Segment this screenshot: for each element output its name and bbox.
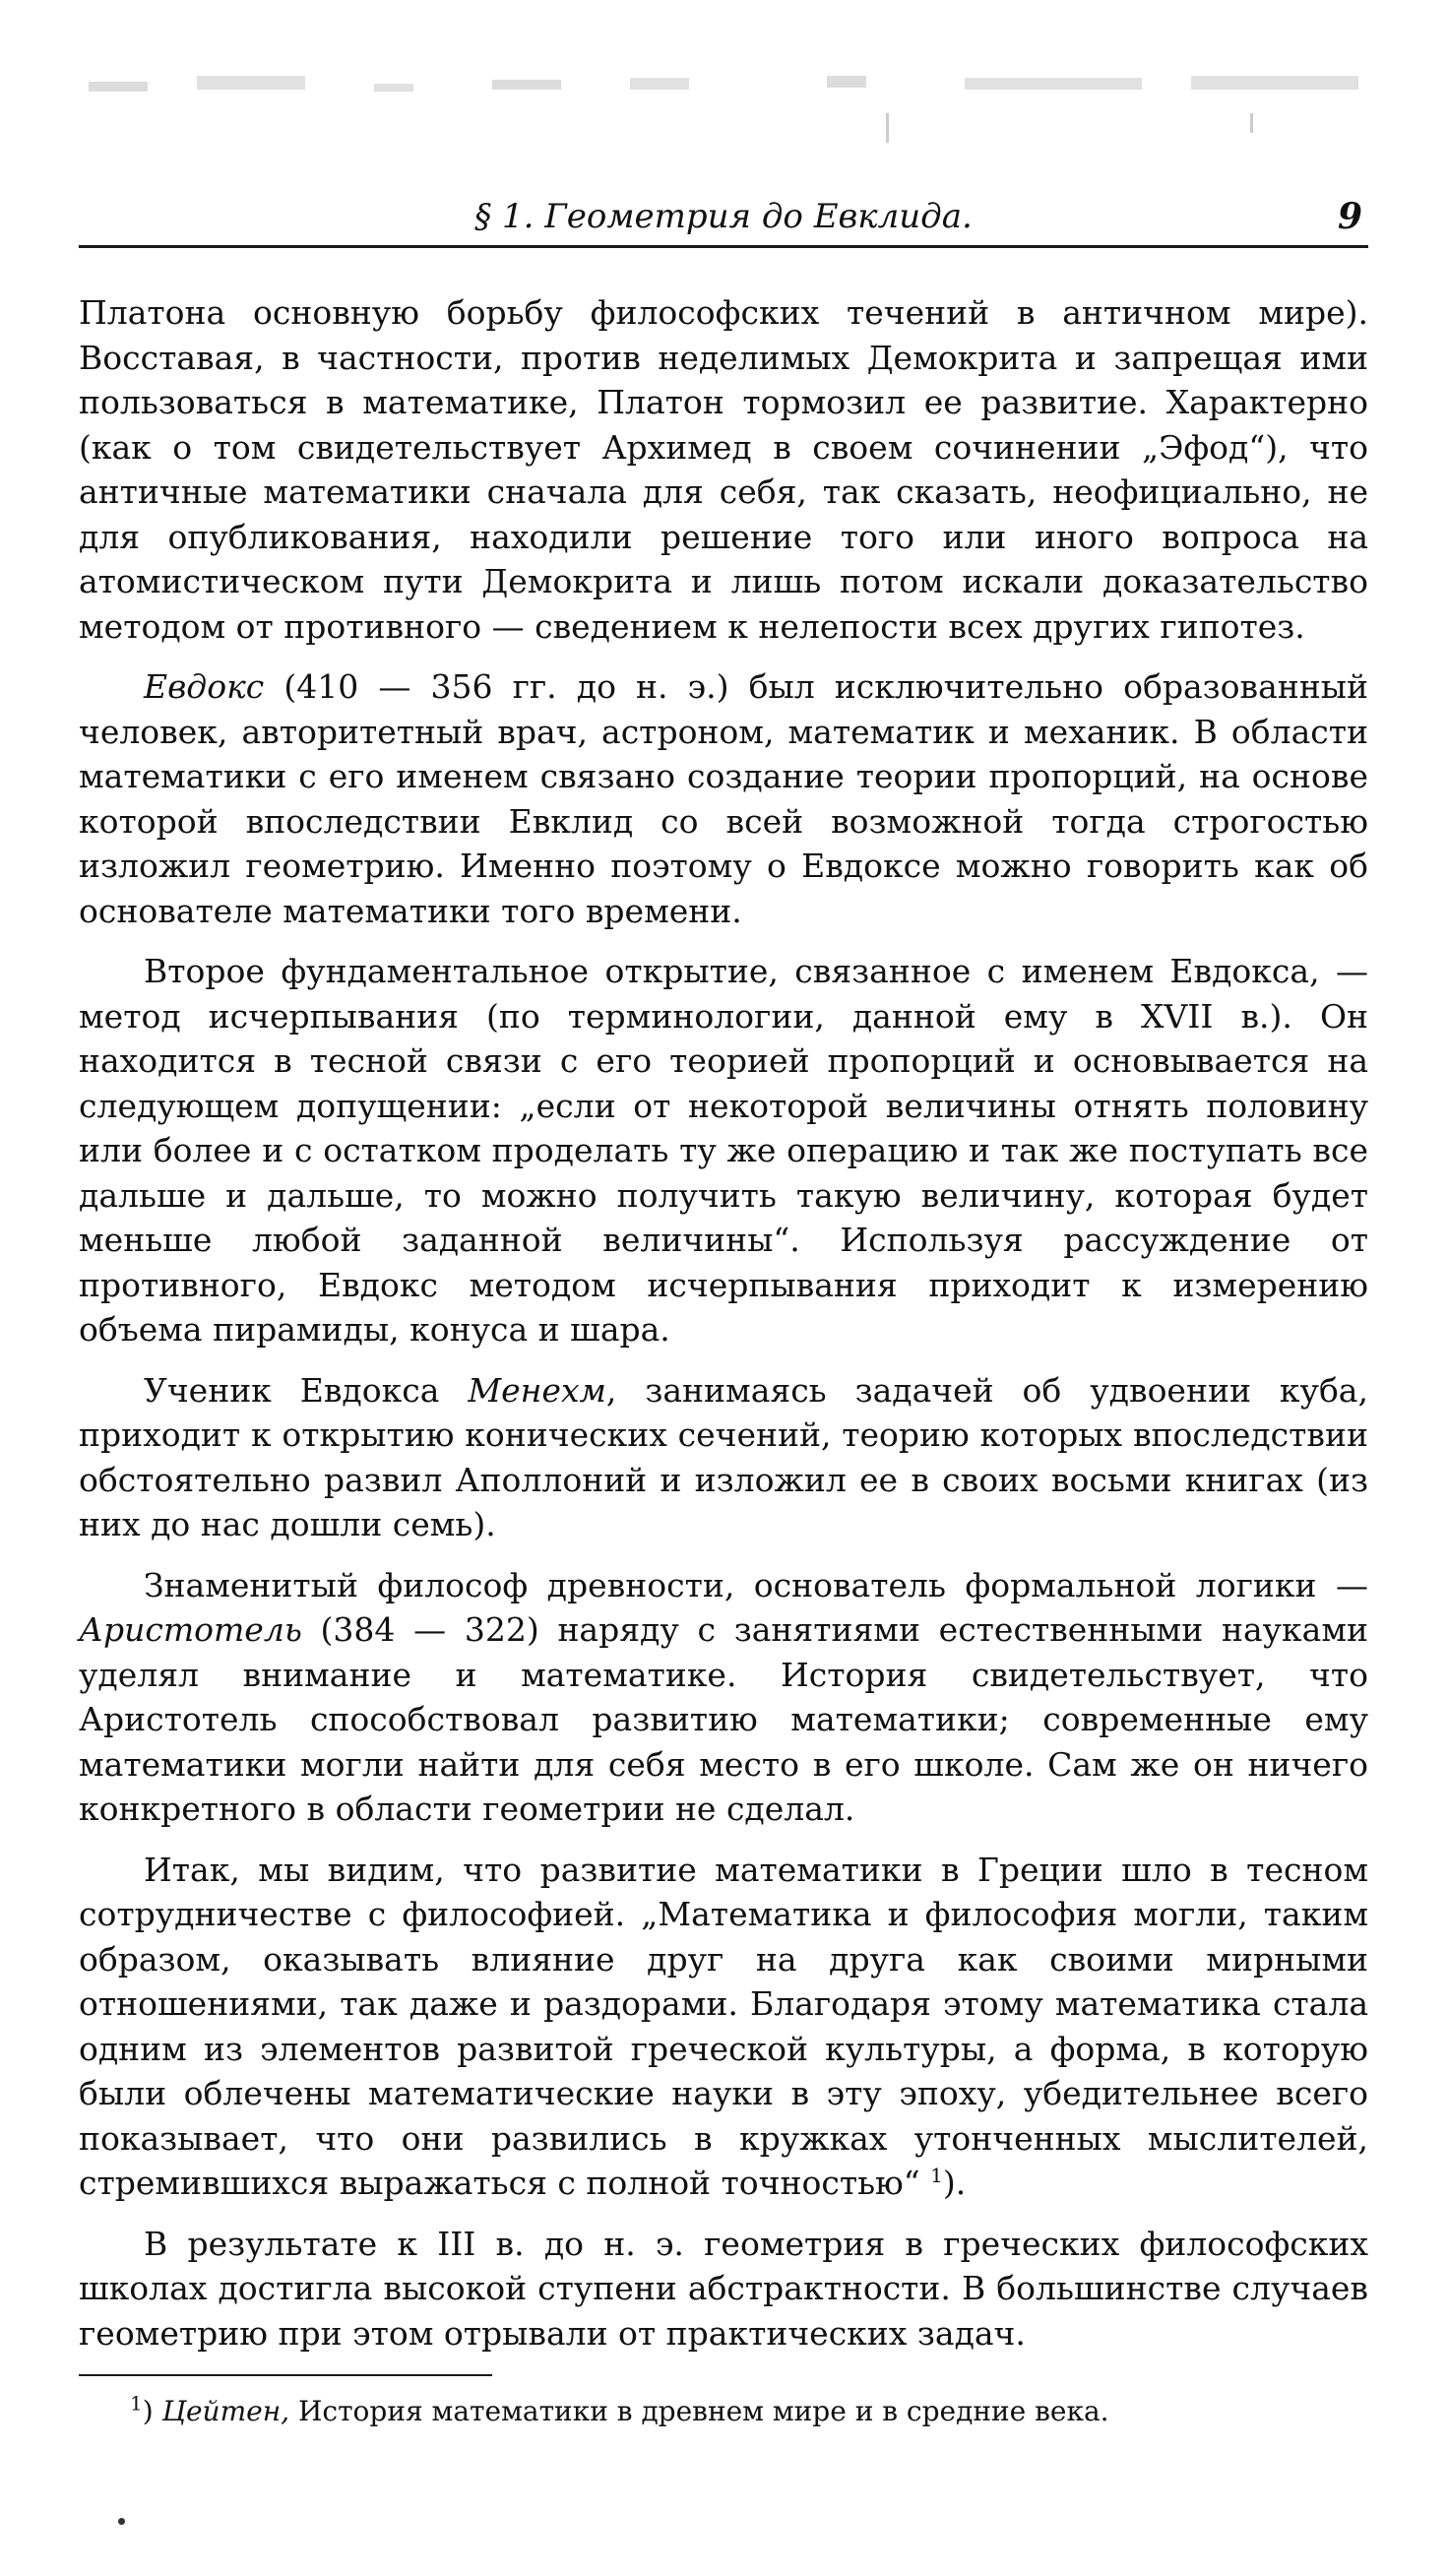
paragraph-abstraction: В результате к III в. до н. э. геометрия в греческих философских школах достигла высокой ступени абстрактности. В большинстве случаев геометрию при этом отрывали от практических задач.	[79, 2224, 1368, 2353]
paragraph-exhaustion-method: Второе фундаментальное открытие, связанное с именем Евдокса, — метод исчерпывания (по терминологии, данной ему в XVII в.). Он находится в тесной связи с его теорией пропорций и основывается на следующем допущении: „если от некоторой величины отнять половину или более и с остатком проделать ту же операцию и так же поступать все дальше и дальше, то можно получить такую величину, которая будет меньше любой заданной величины“. Используя рассуждение от противного, Евдокс методом исчерпывания приходит к измерению объема пирамиды, конуса и шара.	[79, 952, 1368, 1349]
running-header	[79, 192, 1368, 248]
footnote-ref: 1	[930, 2164, 943, 2187]
paragraph-philosophy: Итак, мы видим, что развитие математики в Греции шло в тесном сотрудничестве с философией. „Математика и философия могли, таким образом, оказывать влияние друг на друга как своими мирными отношениями, так даже и раздорами. Благодаря этому математика стала одним из элементов развитой греческой культуры, а форма, в которую были облечены математические науки в эту эпоху, убедительнее всего показывает, что они развились в кружках утонченных мыслителей, стремившихся выражаться с полной точностью“ $^1$).	[79, 1850, 1368, 2202]
footnote-text: История математики в древнем мире и в средние века.	[289, 2395, 1109, 2427]
body-text	[79, 290, 1368, 2371]
footnote-author: Цейтен,	[161, 2395, 290, 2427]
page-number: 9	[1337, 196, 1362, 237]
scan-speck	[118, 2518, 125, 2525]
paragraph-plato: Платона основную борьбу философских течений в античном мире). Восставая, в частности, против неделимых Демокрита и запрещая ими пользоваться в математике, Платон тормозил ее развитие. Характерно (как о том свидетельствует Архимед в своем сочинении „Эфод“), что античные математики сначала для себя, так сказать, неофициально, не для опубликования, находили решение того или иного вопроса на атомистическом пути Демокрита и лишь потом искали доказательство методом от противного — сведением к нелепости всех других гипотез.	[79, 293, 1368, 646]
paragraph-aristotle: Знаменитый философ древности, основатель формальной логики — Аристотель (384 — 322) наряду с занятиями естественными науками уделял внимание и математике. История свидетельствует, что Аристотель способствовал развитию математики; современные ему математики могли найти для себя место в его школе. Сам же он ничего конкретного в области геометрии не сделал.	[79, 1565, 1368, 1828]
header-title: § 1. Геометрия до Евклида.	[474, 197, 973, 236]
scan-noise-marks	[79, 54, 1368, 172]
footnote-marker: 1	[130, 2391, 143, 2416]
book-page	[79, 0, 1368, 2576]
footnote: $^1$) Цейтен, История математики в древнем мире и в средние века.	[130, 2391, 1109, 2427]
name-aristotle: Аристотель	[79, 1610, 302, 1649]
name-eudoxus: Евдокс	[144, 667, 265, 706]
footnote-rule	[79, 2374, 492, 2376]
paragraph-eudoxus: Евдокс (410 — 356 гг. до н. э.) был исключительно образованный человек, авторитетный врач, астроном, математик и механик. В области математики с его именем связано создание теории пропорций, на основе которой впоследствии Евклид со всей возможной тогда строгостью изложил геометрию. Именно поэтому о Евдоксе можно говорить как об основателе математики того времени.	[79, 667, 1368, 930]
name-menaechmus: Менехм	[468, 1370, 606, 1410]
paragraph-menaechmus: Ученик Евдокса Менехм, занимаясь задачей об удвоении куба, приходит к открытию конических сечений, теорию которых впоследствии обстоятельно развил Аполлоний и изложил ее в своих восьми книгах (из них до нас дошли семь).	[79, 1370, 1368, 1543]
